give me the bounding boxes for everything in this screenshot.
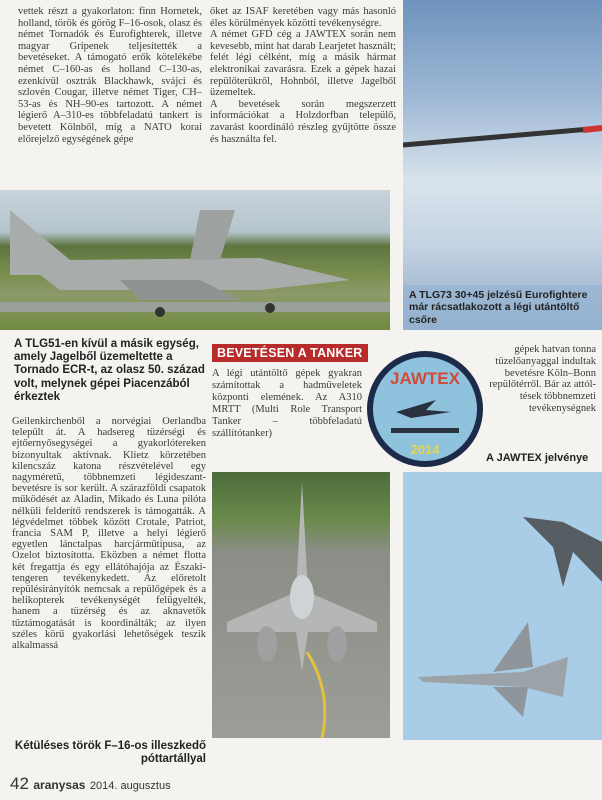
- tanker-text-right: gépek hatvan tonna tüzelőanyaggal indultak bevetésre Köln–Bonn repülőtérről. Bár az attól-tések többnemzeti tevékenységnek: [489, 344, 596, 414]
- photo-tornado: [0, 190, 390, 330]
- article-text-col2-top: [210, 6, 396, 145]
- caption-f16: Kétüléses török F–16-os illeszkedő póttartállyal: [14, 740, 206, 766]
- article-text-col1-top: vettek részt a gyakorlaton: finn Hornetek, holland, török és görög F–16-osok, olasz és német Tornadók és Eurofighterek, illetve magyar Gripenek teljesítették a bevetéseket. A támogató erők kötelékébe német C–160-as és holland C–130-as, ezenkívül osztrák Blackhawk, svájci és szlovén Cougar, illetve német Tiger, CH–53-as és NH–90-es tartozott. A német légierő A–310-es többfeladatú tankert is bevetett Kölnből, míg a NATO korai előrejelző egységének gépe: [18, 6, 202, 145]
- eurofighter-aircraft-image: [403, 472, 602, 740]
- page-footer: [10, 774, 171, 794]
- section-heading: BEVETÉSEN A TANKER: [212, 344, 368, 362]
- photo-f16: [212, 472, 390, 738]
- jawtex-patch-logo: [366, 350, 484, 468]
- patch-year: 2014: [410, 442, 440, 457]
- photo-eurofighters: [403, 472, 602, 740]
- paragraph: őket az ISAF keretében vagy más hasonló éles körülmények közötti tevékenységre.: [210, 6, 396, 29]
- paragraph: A német GFD cég a JAWTEX során nem kevesebb, mint hat darab Learjetet használt; felét légi célként, míg a másik hármat elektronikai zavarásra. Ezek a gépek hazai repülőterükről, Hohnból, illetve Jagelből üzemeltek.: [210, 29, 396, 99]
- tanker-text: A légi utántöltő gépek gyakran számítottak a hadműveletek központi elemének. Az A310 MRTT (Multi Role Transport Tanker – többfeladatú szállítótanker): [212, 368, 362, 439]
- photo-refueling-probe: [403, 0, 602, 330]
- caption-refueling: A TLG73 30+45 jelzésű Eurofightere már rácsatlakozott a légi utántöltő csőre: [409, 288, 588, 326]
- refuel-probe-image: [403, 0, 602, 330]
- patch-title: JAWTEX: [390, 369, 460, 388]
- f16-aircraft-image: [212, 472, 390, 738]
- tornado-aircraft-image: [0, 190, 390, 330]
- magazine-name: aranysas: [33, 778, 86, 792]
- paragraph: A bevetések során megszerzett információkat a Holzdorfban települő, zavarást koordináló részleg gyűjtötte össze és használta fel.: [210, 98, 396, 145]
- caption-tornado: A TLG51-en kívül a másik egység, amely Jagelből üzemeltette a Tornado ECR-t, az olasz 50. század volt, melynek gépei Piacenzából érkeztek: [14, 338, 205, 403]
- page-number: 42: [10, 774, 29, 793]
- caption-patch: A JAWTEX jelvénye: [486, 452, 589, 464]
- issue-date: 2014. augusztus: [89, 780, 171, 792]
- article-text-col1-bottom: Geilenkirchenből a norvégiai Oerlandba települt át. A hadsereg tüzérségi és ejtőernyősegységei a gyakorlótereken bizonyultak aktívnak. Klietz körzetében kilencszáz katona részvételével egy nagyméretű, többnemzeti légideszant-bevetésre is sor került. A szárazföldi csapatok működését az Aladin, Mikado és Luna pilóta nélküli felderítő rendszerek is támogatták. A légvédelmet többek között Crotale, Patriot, francia SAM P, illetve a helyi légierő egyetlen lánctalpas harcjárműtípusa, az Ozelot biztosította. Eközben a német flotta két fregattja és egy ellátóhajója az Északi-tengeren tevékenykedett. Az előretolt repülésirányítók nemcsak a repülőgépek és a helikopterek tevékenységét felügyelték, hanem a tüzérség és az aknavetők tűztámogatását is koordinálták; az ilyen széles körű gyakorlási lehetőségek teszik alkalmassá: [12, 416, 206, 652]
